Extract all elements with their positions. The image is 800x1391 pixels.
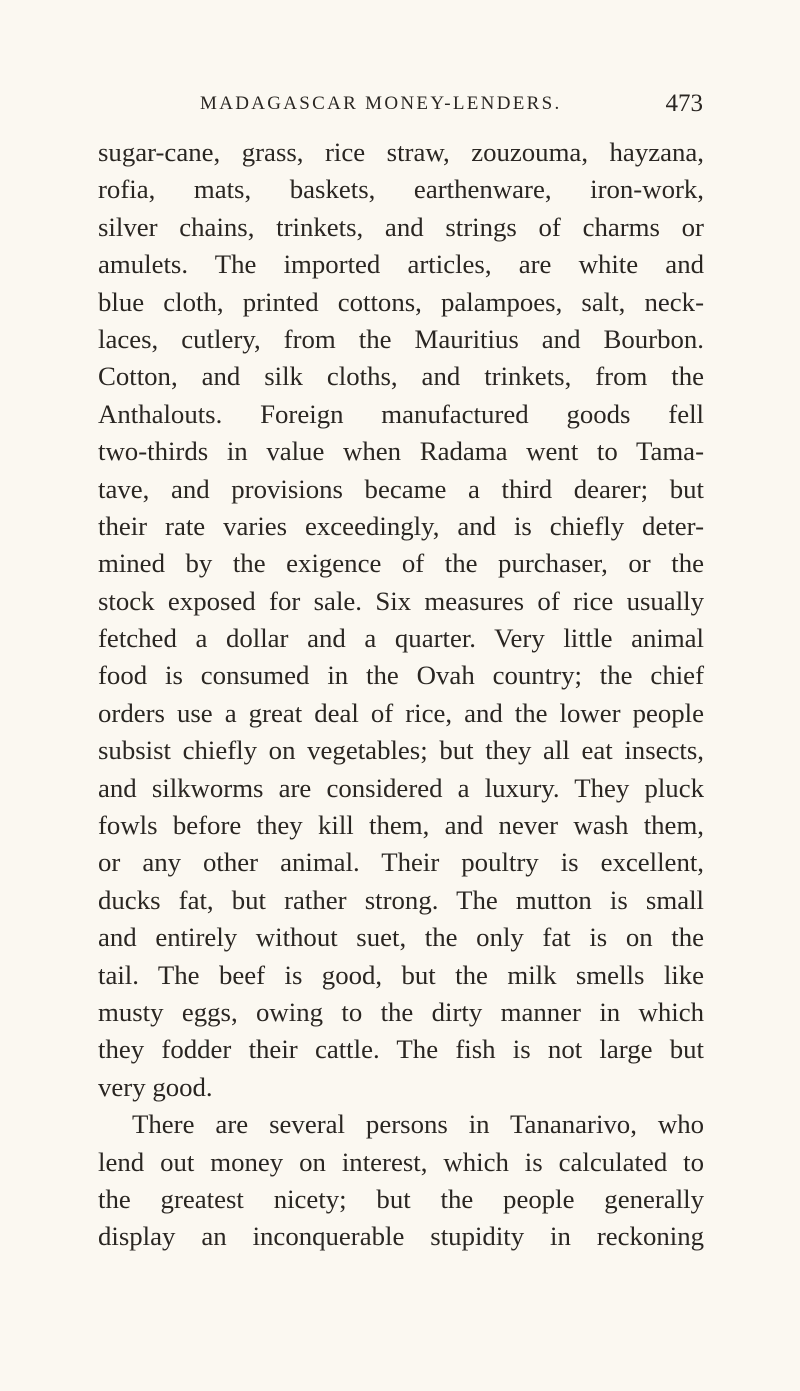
text-line: or any other animal. Their poultry is excellent, [98,847,704,878]
running-title: MADAGASCAR MONEY-LENDERS. [200,93,562,114]
text-line: tave, and provisions became a third dearer; but [98,473,704,504]
text-line: fowls before they kill them, and never wash them, [98,810,704,841]
text-line: the greatest nicety; but the people generally [98,1183,704,1214]
text-line: amulets. The imported articles, are white and [98,249,704,280]
text-line: laces, cutlery, from the Mauritius and Bourbon. [98,323,704,354]
text-line: and silkworms are considered a luxury. They pluck [98,772,704,803]
text-line: sugar-cane, grass, rice straw, zouzouma, hayzana, [98,137,704,167]
text-line: orders use a great deal of rice, and the lower people [98,697,704,728]
text-line: musty eggs, owing to the dirty manner in which [98,996,704,1027]
text-line: Anthalouts. Foreign manufactured goods fell [98,398,704,429]
text-line: ducks fat, but rather strong. The mutton is small [98,884,704,915]
body-text [98,134,704,1256]
text-line: subsist chiefly on vegetables; but they all eat insects, [98,735,704,766]
text-line: silver chains, trinkets, and strings of charms or [98,211,704,242]
page-number: 473 [665,90,703,117]
text-line: mined by the exigence of the purchaser, or the [98,548,704,579]
text-line: stock exposed for sale. Six measures of rice usually [98,585,704,616]
text-line: Cotton, and silk cloths, and trinkets, from the [98,361,704,392]
text-line: food is consumed in the Ovah country; the chief [98,660,704,691]
text-line: fetched a dollar and a quarter. Very little animal [98,623,704,654]
text-line: very good. [98,1071,213,1102]
running-head [200,86,703,122]
text-line: blue cloth, printed cottons, palampoes, salt, neck- [98,286,704,317]
text-line: they fodder their cattle. The fish is not large but [98,1034,704,1065]
text-line: their rate varies exceedingly, and is chiefly deter- [98,510,704,541]
paragraph-start-line: There are several persons in Tananarivo, who [132,1109,704,1140]
text-line: lend out money on interest, which is calculated to [98,1146,704,1177]
text-line: and entirely without suet, the only fat is on the [98,922,704,953]
text-line: display an inconquerable stupidity in reckoning [98,1221,704,1252]
text-line: rofia, mats, baskets, earthenware, iron-work, [98,174,704,205]
text-line: tail. The beef is good, but the milk smells like [98,959,704,990]
text-line: two-thirds in value when Radama went to Tama- [98,436,704,467]
